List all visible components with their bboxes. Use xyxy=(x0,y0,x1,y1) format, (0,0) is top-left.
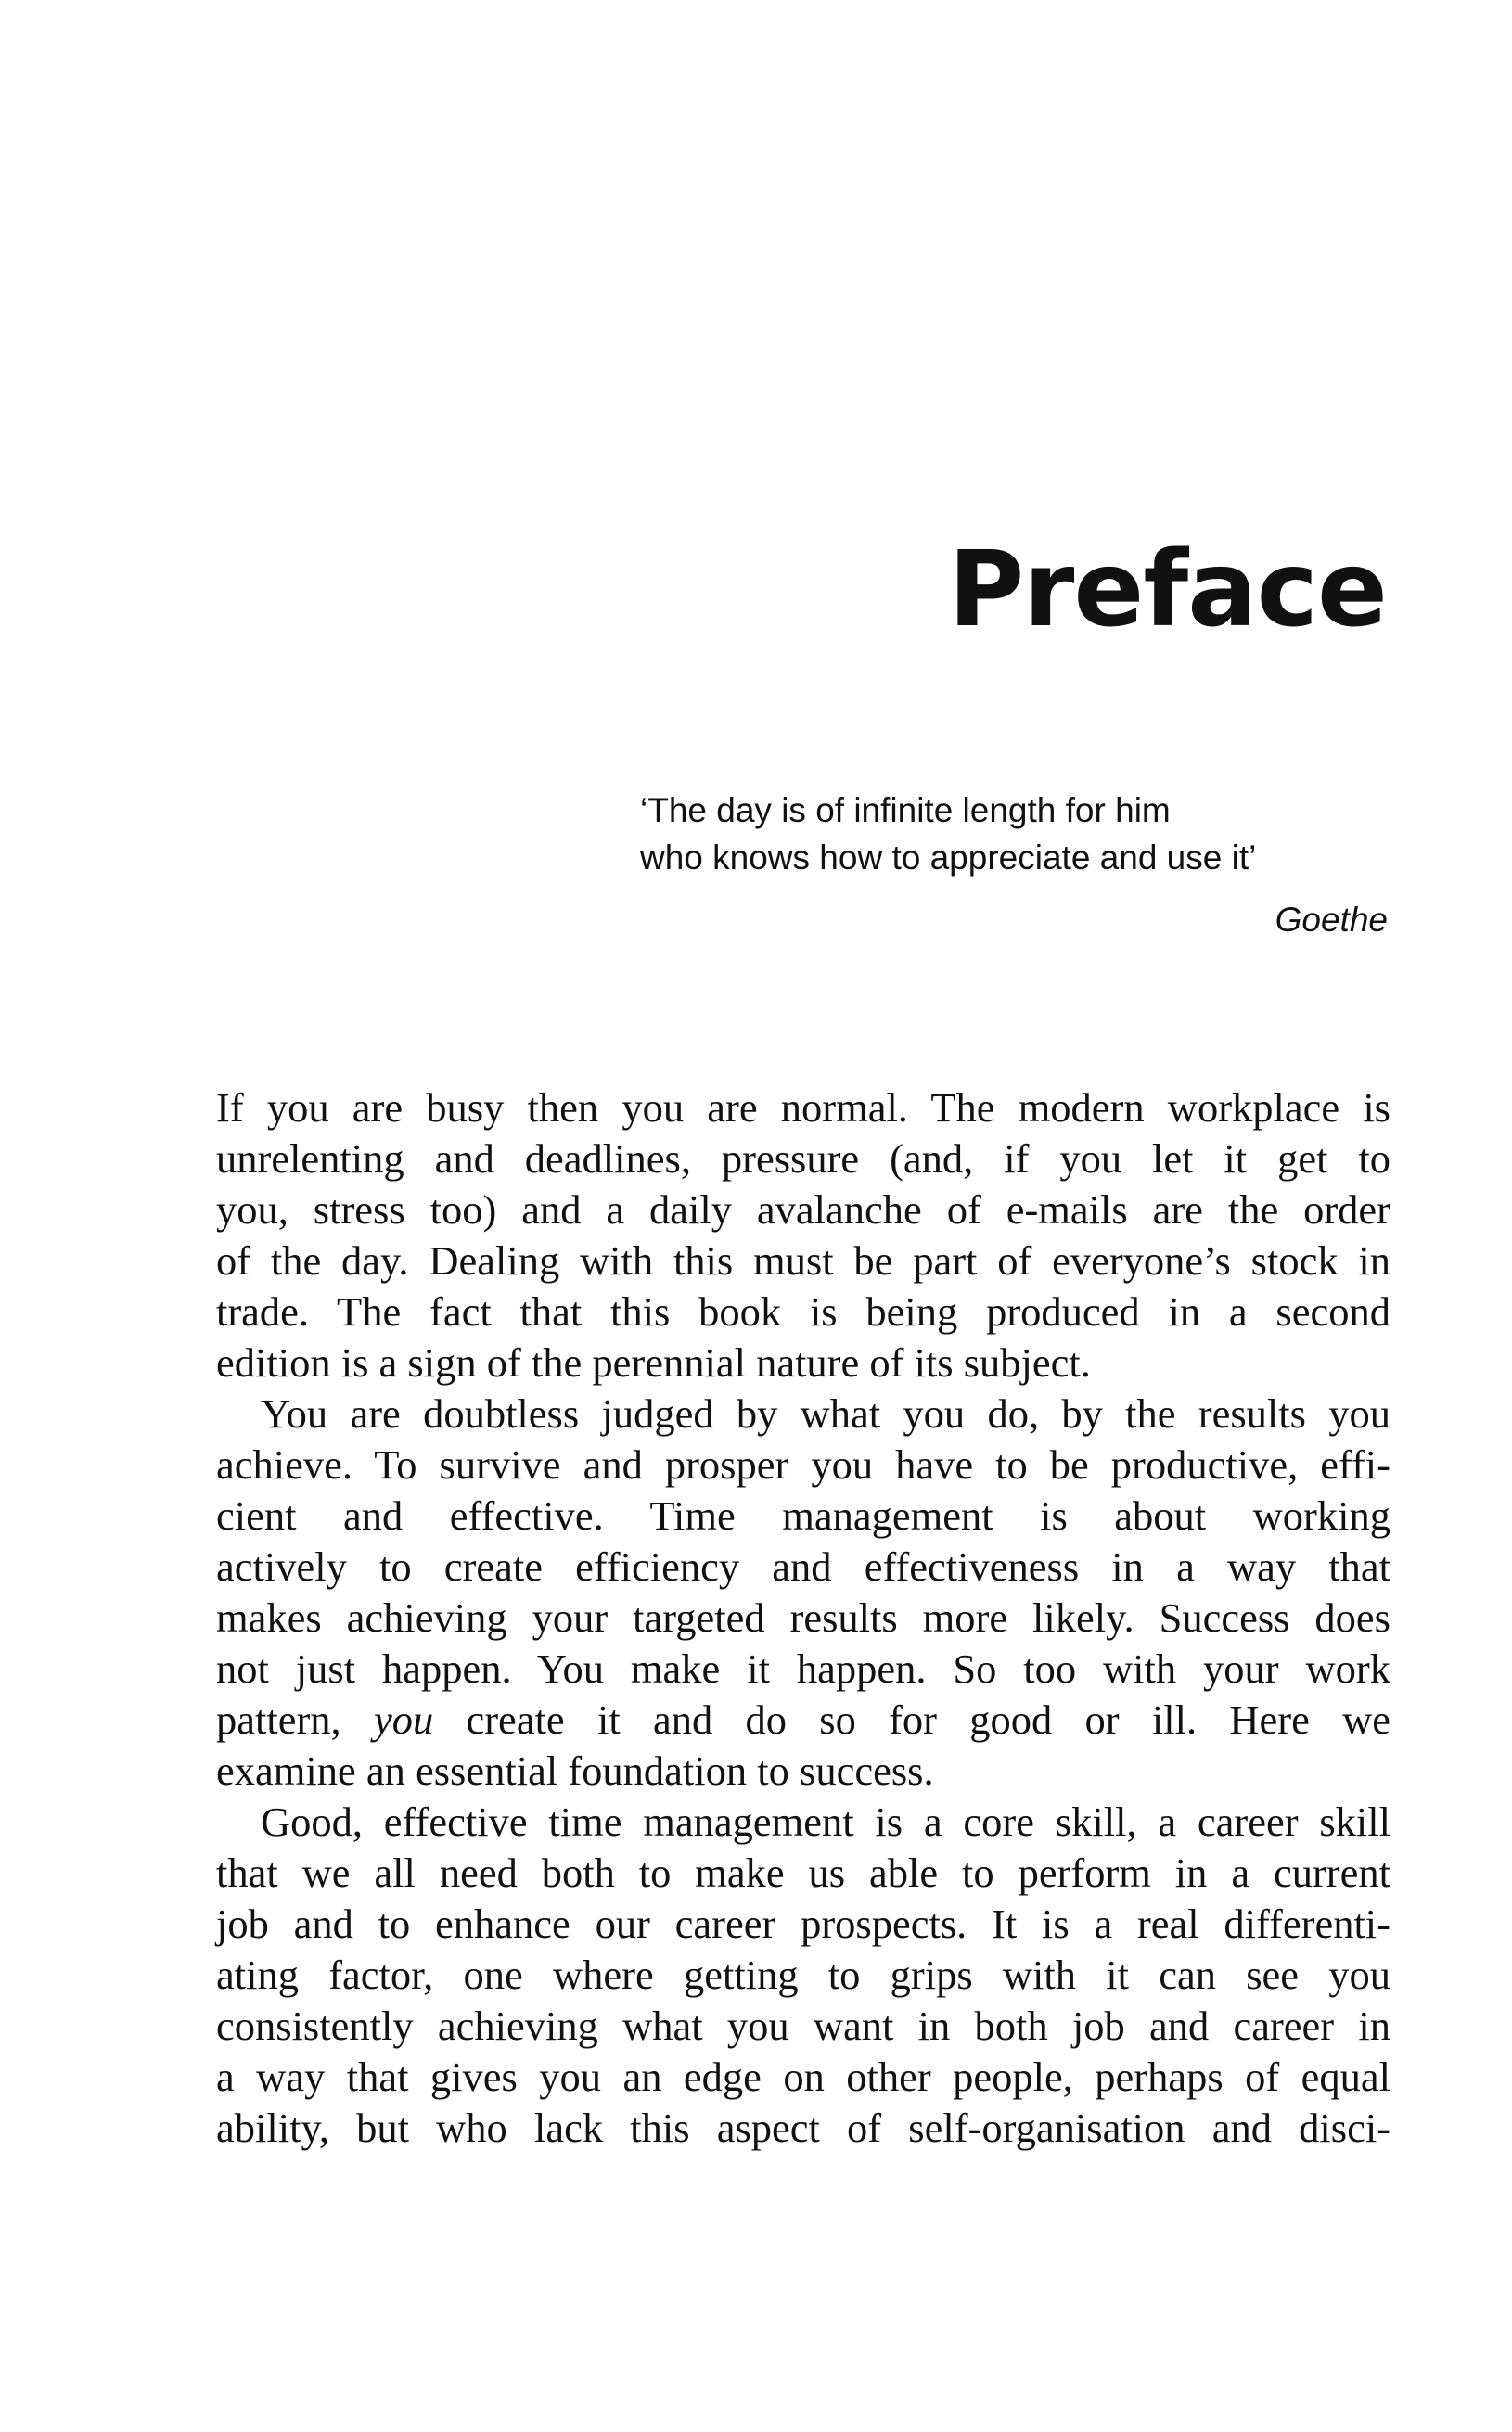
epigraph xyxy=(640,787,1388,943)
text-line: a way that gives you an edge on other people, perhaps of equal xyxy=(216,2054,1390,2100)
text-line: Good, effective time management is a core skill, a career skill xyxy=(261,1798,1390,1845)
text-line: actively to create efficiency and effectiveness in a way that xyxy=(216,1543,1390,1590)
chapter-title: Preface xyxy=(948,530,1387,650)
text-line: achieve. To survive and prosper you have to be productive, effi- xyxy=(216,1441,1390,1488)
text-line: not just happen. You make it happen. So too with your work xyxy=(216,1645,1390,1692)
emphasis-text: you xyxy=(373,1696,434,1743)
text-line: cient and effective. Time management is about working xyxy=(216,1492,1390,1539)
text-line: that we all need both to make us able to perform in a current xyxy=(216,1850,1390,1896)
text-line: consistently achieving what you want in both job and career in xyxy=(216,2003,1390,2049)
text-line: If you are busy then you are normal. The modern workplace is xyxy=(216,1084,1390,1131)
body-text xyxy=(216,1082,1390,2154)
epigraph-attribution: Goethe xyxy=(1275,901,1388,939)
text-line: edition is a sign of the perennial nature of its subject. xyxy=(216,1339,1091,1386)
text-line: You are doubtless judged by what you do, by the results you xyxy=(261,1390,1390,1437)
text-line: job and to enhance our career prospects. It is a real differenti- xyxy=(216,1901,1390,1947)
text-line: unrelenting and deadlines, pressure (and, if you let it get to xyxy=(216,1135,1390,1182)
text-line: trade. The fact that this book is being produced in a second xyxy=(216,1288,1390,1335)
paragraph xyxy=(216,1797,1390,2154)
text-segment: create it and do so for good or ill. Here we xyxy=(433,1696,1390,1743)
text-line: ating factor, one where getting to grips with it can see you xyxy=(216,1952,1390,1998)
text-line: ability, but who lack this aspect of self-organisation and disci- xyxy=(216,2105,1390,2151)
epigraph-line: ‘The day is of infinite length for him xyxy=(640,791,1171,829)
text-line: examine an essential foundation to success. xyxy=(216,1747,934,1794)
text-line xyxy=(216,1695,1390,1746)
text-line: makes achieving your targeted results more likely. Success does xyxy=(216,1594,1390,1641)
text-segment: pattern, xyxy=(216,1696,374,1743)
text-line: you, stress too) and a daily avalanche of e-mails are the order xyxy=(216,1186,1390,1233)
paragraph xyxy=(216,1082,1390,1389)
paragraph xyxy=(216,1389,1390,1797)
epigraph-line: who knows how to appreciate and use it’ xyxy=(640,838,1257,877)
text-line: of the day. Dealing with this must be part of everyone’s stock in xyxy=(216,1237,1390,1284)
